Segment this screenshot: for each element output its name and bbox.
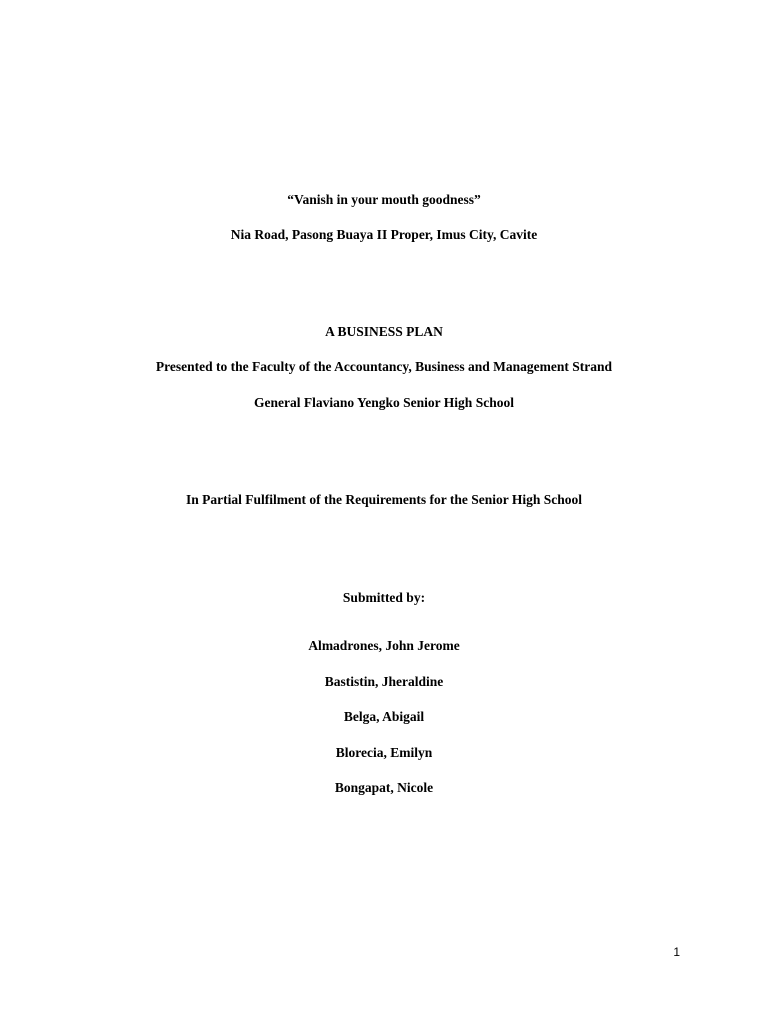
fulfilment-statement: In Partial Fulfilment of the Requirements for the Senior High School: [186, 492, 582, 507]
business-address: Nia Road, Pasong Buaya II Proper, Imus City, Cavite: [230, 227, 538, 242]
author-name: Almadrones, John Jerome: [308, 638, 460, 653]
author-name: Bastistin, Jheraldine: [324, 674, 444, 689]
author-name: Bongapat, Nicole: [334, 780, 434, 795]
school-name: General Flaviano Yengko Senior High School: [254, 395, 514, 410]
tagline: “Vanish in your mouth goodness”: [287, 192, 481, 207]
document-type-title: A BUSINESS PLAN: [325, 324, 443, 339]
presented-to-line: Presented to the Faculty of the Accountancy, Business and Management Strand: [155, 359, 613, 374]
submitted-by-label: Submitted by:: [342, 590, 426, 605]
author-name: Belga, Abigail: [343, 709, 425, 724]
author-name: Blorecia, Emilyn: [335, 745, 433, 760]
page-number: 1: [673, 945, 680, 959]
